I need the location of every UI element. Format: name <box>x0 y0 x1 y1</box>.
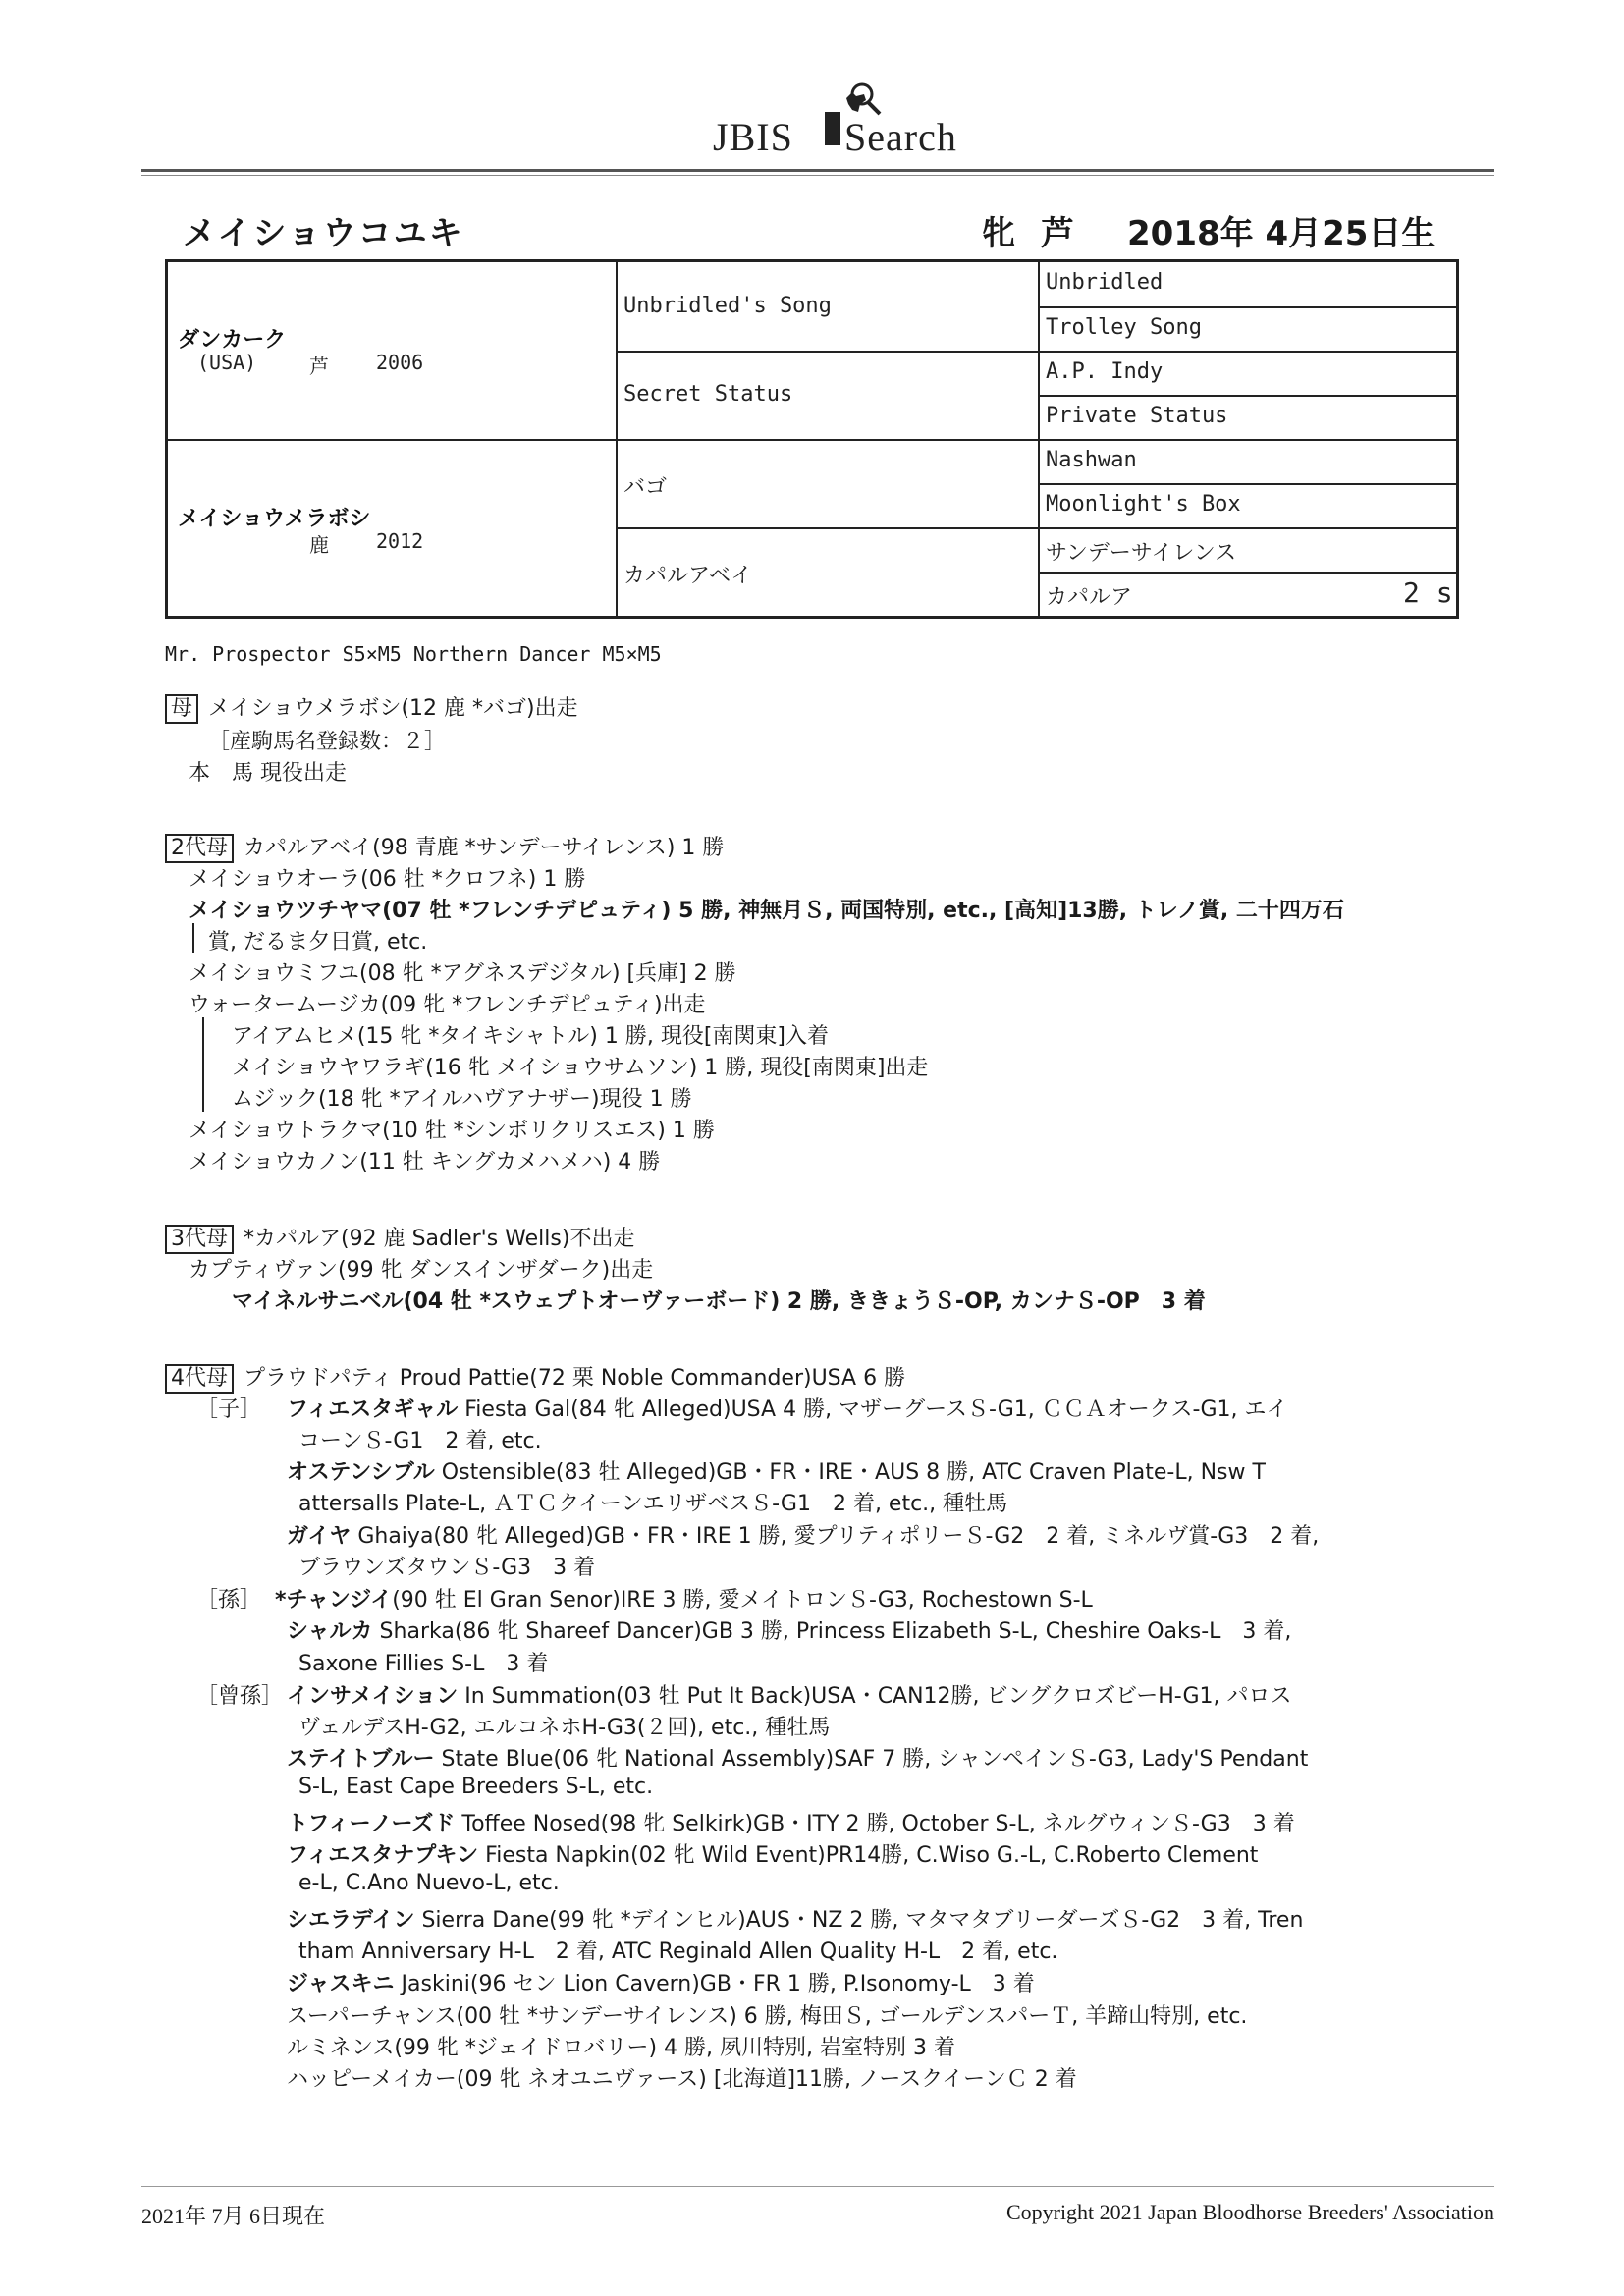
logo <box>0 75 1624 163</box>
gen4-line <box>275 1583 1093 1613</box>
section-label: 母 <box>165 694 198 724</box>
gen4-line <box>287 2031 955 2061</box>
dam-section-head <box>165 691 578 724</box>
gen4-record: Fiesta Gal(84 牝 Alleged)USA 4 勝, マザーグースＳ-G1, ＣＣＡオークス-G1, エイ <box>458 1397 1288 1422</box>
pedigree-gen3: A.P. Indy <box>1046 359 1164 384</box>
gen4-record: ブラウンズタウンＳ-G3 3 着 <box>298 1556 596 1580</box>
gen4-record: Sharka(86 牝 Shareef Dancer)GB 3 勝, Princess Elizabeth S-L, Cheshire Oaks-L 3 着, <box>372 1619 1292 1644</box>
gen4-line <box>287 1742 1308 1773</box>
pedigree-gen2: カパルアベイ <box>623 564 753 588</box>
gen4-record: Toffee Nosed(98 牝 Selkirk)GB・ITY 2 勝, October S-L, ネルグウィンＳ-G3 3 着 <box>455 1812 1295 1836</box>
pedigree-gen3: Trolley Song <box>1046 315 1202 340</box>
gen4-horse-name: オステンシブル <box>287 1460 435 1485</box>
pedigree-gen2: バゴ <box>623 475 668 500</box>
pedigree-divider <box>616 527 1456 529</box>
pedigree-divider <box>1038 483 1456 485</box>
gen4-record: Fiesta Napkin(02 牝 Wild Event)PR14勝, C.Wiso G.-L, C.Roberto Clement <box>478 1843 1259 1868</box>
gen2-line: メイショウヤワラギ(16 牝 メイショウサムソン) 1 勝, 現役[南関東]出走 <box>232 1056 929 1080</box>
gen4-horse-name: ジャスキニ <box>287 1972 395 1996</box>
gen4-horse-name: フィエスタギャル <box>287 1397 459 1422</box>
gen2-line: メイショウトラクマ(10 牡 *シンボリクリスエス) 1 勝 <box>189 1119 715 1143</box>
gen4-line <box>287 2062 1077 2093</box>
gen4-horse-name: インサメイション <box>287 1684 459 1709</box>
gen2-line: メイショウオーラ(06 牡 *クロフネ) 1 勝 <box>189 867 586 892</box>
dam-color: 鹿 <box>309 533 329 557</box>
gen4-record: Ghaiya(80 牝 Alleged)GB・FR・IRE 1 勝, 愛プリティポリーＳ-G2 2 着, ミネルヴ賞-G3 2 着, <box>351 1524 1320 1549</box>
tree-bar <box>192 923 194 953</box>
gen4-line <box>298 1935 1057 1965</box>
gen2-line: 賞, だるま夕日賞, etc. <box>208 930 428 955</box>
pedigree-divider <box>1038 306 1456 308</box>
logo-text-search: Search <box>844 115 957 159</box>
gen3-section-head <box>165 1222 634 1254</box>
gen4-horse-name: シャルカ <box>287 1619 373 1644</box>
pedigree-divider <box>616 351 1456 353</box>
gen4-horse-name: *チャンジイ <box>275 1588 393 1613</box>
footer-rule <box>141 2186 1494 2187</box>
gen2-line: カパルアベイ(98 青鹿 *サンデーサイレンス) 1 勝 <box>244 836 725 860</box>
dam-line: ［産駒馬名登録数：２］ <box>208 730 447 754</box>
pedigree-gen3: Moonlight's Box <box>1046 492 1241 517</box>
gen4-horse-name: トフィーノーズド <box>287 1812 456 1836</box>
gen4-line <box>287 1838 1258 1869</box>
gen2-line: アイアムヒメ(15 牝 *タイキシャトル) 1 勝, 現役[南関東]入着 <box>232 1024 830 1049</box>
horse-color: 芦 <box>1041 214 1074 253</box>
sire-color: 芦 <box>309 355 329 378</box>
tag-great: ［曾孫］ <box>196 1684 284 1709</box>
gen4-horse-name: ステイトブルー <box>287 1747 435 1772</box>
gen4-record: ヴェルデスH-G2, エルコネホH-G3(２回), etc., 種牡馬 <box>298 1716 831 1740</box>
gen2-line: ムジック(18 牝 *アイルハヴアナザー)現役 1 勝 <box>232 1087 692 1112</box>
gen4-record: (90 牡 El Gran Senor)IRE 3 勝, 愛メイトロンＳ-G3, Rochestown S-L <box>392 1588 1093 1613</box>
pedigree-divider <box>1038 395 1456 397</box>
gen4-line <box>287 1903 1303 1934</box>
gen4-line <box>287 1999 1247 2030</box>
gen4-line <box>287 1967 1035 1997</box>
gen4-line <box>287 1807 1295 1837</box>
tree-bar <box>202 1017 204 1112</box>
gen4-record: コーンＳ-G1 2 着, etc. <box>298 1429 542 1453</box>
tag-grand: ［孫］ <box>196 1588 262 1613</box>
gen4-horse-name: フィエスタナプキン <box>287 1843 479 1868</box>
gen3-line: マイネルサニベル(04 牡 *スウェプトオーヴァーボード) 2 勝, ききょうＳ-OP, カンナＳ-OP 3 着 <box>232 1289 1206 1314</box>
gen4-record: State Blue(06 牝 National Assembly)SAF 7 勝, シャンペインＳ-G3, Lady'S Pendant <box>434 1747 1309 1772</box>
gen4-record: ハッピーメイカー(09 牝 ネオユニヴァース) [北海道]11勝, ノースクイーンＣ 2 着 <box>287 2067 1077 2092</box>
gen4-section-head <box>165 1361 905 1394</box>
pedigree-gen3: Nashwan <box>1046 448 1137 472</box>
section-label: 3代母 <box>165 1225 234 1254</box>
gen3-line: *カパルア(92 鹿 Sadler's Wells)不出走 <box>244 1227 635 1251</box>
gen4-line <box>298 1424 542 1454</box>
gen4-record: Sierra Dane(99 牝 *デインヒル)AUS・NZ 2 勝, マタマタブリーダーズＳ-G2 3 着, Tren <box>414 1908 1304 1933</box>
gen4-record: attersalls Plate-L, ＡＴＣクイーンエリザベスＳ-G1 2 着, etc., 種牡馬 <box>298 1492 1008 1516</box>
gen4-line <box>298 1551 595 1581</box>
gen4-line <box>287 1519 1319 1550</box>
footer-copyright: Copyright 2021 Japan Bloodhorse Breeders' Association <box>1005 2200 1494 2224</box>
pedigree-table <box>165 259 1459 619</box>
gen4-record: Saxone Fillies S-L 3 着 <box>298 1652 549 1676</box>
gen4-line <box>298 1775 653 1799</box>
gen4-record: スーパーチャンス(00 牡 *サンデーサイレンス) 6 勝, 梅田Ｓ, ゴールデンスパーＴ, 羊蹄山特別, etc. <box>287 2004 1248 2029</box>
gen3-line: カプティヴァン(99 牝 ダンスインザダーク)出走 <box>189 1258 654 1283</box>
gen4-line <box>298 1487 1007 1517</box>
dam-line: メイショウメラボシ(12 鹿 *バゴ)出走 <box>208 696 578 721</box>
sire-name: ダンカーク <box>178 328 287 353</box>
gen4-line <box>287 1679 1292 1710</box>
gen4-line <box>298 1711 830 1741</box>
gen4-record: e-L, C.Ano Nuevo-L, etc. <box>298 1871 560 1895</box>
header-rule <box>141 169 1494 172</box>
pedigree-divider <box>168 439 1456 441</box>
gen4-horse-name: ガイヤ <box>287 1524 352 1549</box>
section-label: 4代母 <box>165 1364 234 1394</box>
gen4-record: tham Anniversary H-L 2 着, ATC Reginald Allen Quality H-L 2 着, etc. <box>298 1940 1058 1964</box>
gen4-record: Ostensible(83 牡 Alleged)GB・FR・IRE・AUS 8 勝, ATC Craven Plate-L, Nsw T <box>434 1460 1266 1485</box>
footer-date: 2021年 7月 6日現在 <box>141 2204 326 2228</box>
gen4-horse-name: シエラデイン <box>287 1908 415 1933</box>
gen4-record: Jaskini(96 セン Lion Cavern)GB・FR 1 勝, P.Isonomy-L 3 着 <box>394 1972 1035 1996</box>
gen4-head: プラウドパティ Proud Pattie(72 栗 Noble Commander)USA 6 勝 <box>244 1366 906 1391</box>
gen4-line <box>298 1871 560 1895</box>
pedigree-gen3: Private Status <box>1046 404 1228 428</box>
horse-name: メイショウコユキ <box>183 214 464 253</box>
logo-text-jbis: JBIS <box>713 115 793 159</box>
gen4-line <box>287 1393 1288 1423</box>
pedigree-gen2: Unbridled's Song <box>623 294 832 318</box>
section-label: 2代母 <box>165 834 234 863</box>
gen4-record: In Summation(03 牡 Put It Back)USA・CAN12勝, ビングクロズビーH-G1, パロス <box>458 1684 1292 1709</box>
header-rule-thin <box>141 175 1494 176</box>
gen2-line: メイショウツチヤマ(07 牡 *フレンチデピュティ) 5 勝, 神無月Ｓ, 両国特別, etc., [高知]13勝, トレノ賞, 二十四万石 <box>189 899 1344 923</box>
pedigree-gen3: カパルア <box>1046 585 1133 610</box>
gen4-record: S-L, East Cape Breeders S-L, etc. <box>298 1775 654 1799</box>
family-number: 2 s <box>1403 576 1453 609</box>
pedigree-gen2: Secret Status <box>623 382 793 407</box>
inbreeding-note: Mr. Prospector S5×M5 Northern Dancer M5×M5 <box>165 642 662 666</box>
gen2-line: ウォータームージカ(09 牝 *フレンチデピュティ)出走 <box>189 993 706 1017</box>
horse-birth-date: 2018年 4月25日生 <box>1127 214 1435 253</box>
sire-year: 2006 <box>376 351 424 374</box>
pedigree-gen3: サンデーサイレンス <box>1046 541 1237 566</box>
gen4-record: ルミネンス(99 牝 *ジェイドロバリー) 4 勝, 夙川特別, 岩室特別 3 着 <box>287 2036 955 2060</box>
gen2-section-head <box>165 831 724 863</box>
gen2-line: メイショウカノン(11 牡 キングカメハメハ) 4 勝 <box>189 1150 661 1175</box>
dam-name: メイショウメラボシ <box>178 507 371 531</box>
gen4-line <box>287 1614 1291 1645</box>
dam-line: 本 馬 現役出走 <box>189 761 347 786</box>
pedigree-divider <box>1038 572 1456 574</box>
gen4-line <box>298 1647 548 1677</box>
tag-child: ［子］ <box>196 1397 262 1422</box>
gen2-line: メイショウミフユ(08 牝 *アグネスデジタル) [兵庫] 2 勝 <box>189 961 736 986</box>
gen4-line <box>287 1455 1266 1486</box>
dam-year: 2012 <box>376 529 424 553</box>
pedigree-gen3: Unbridled <box>1046 270 1164 295</box>
horse-sex: 牝 <box>982 214 1015 253</box>
sire-origin: (USA) <box>197 351 257 374</box>
